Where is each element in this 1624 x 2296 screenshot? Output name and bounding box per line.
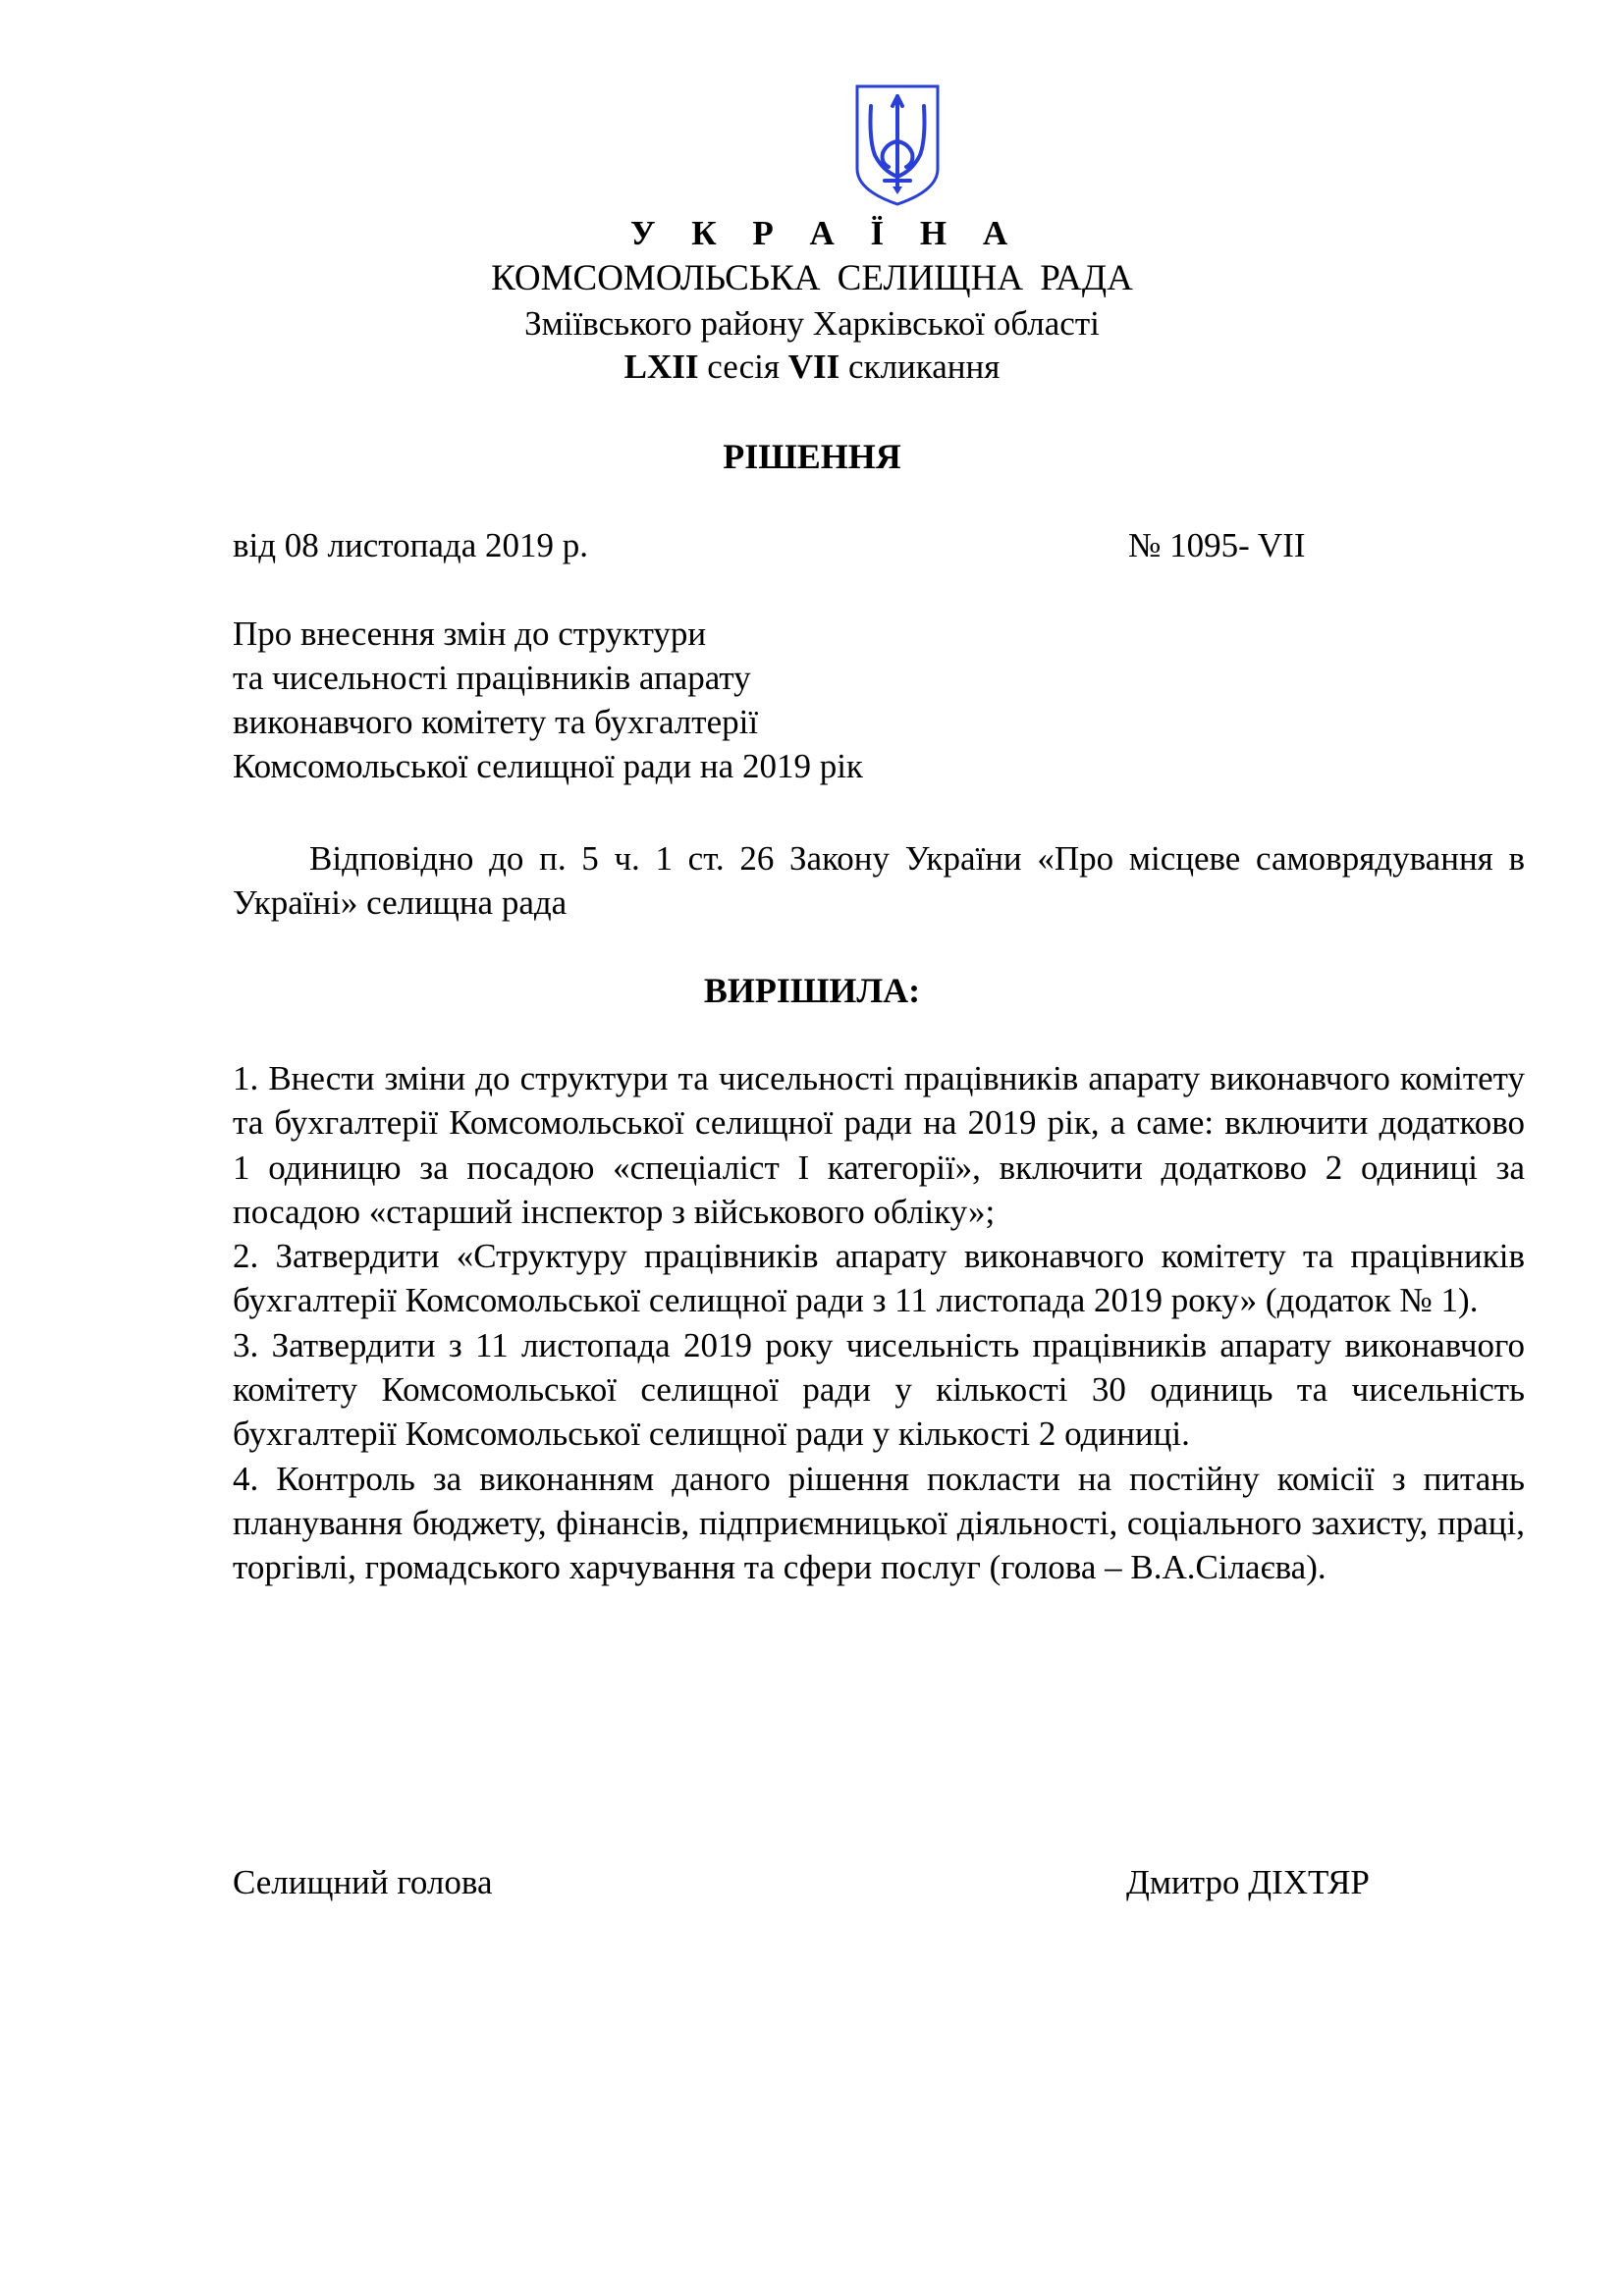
subject-line: Комсомольської селищної ради на 2019 рік xyxy=(233,747,863,785)
subject-line: виконавчого комітету та бухгалтерії xyxy=(233,703,759,741)
session-roman: LXII xyxy=(623,347,699,386)
subject-line: та чисельності працівників апарату xyxy=(233,659,751,697)
resolved-heading: ВИРІШИЛА: xyxy=(703,971,921,1010)
council-name: КОМСОМОЛЬСЬКА СЕЛИЩНА РАДА xyxy=(491,258,1133,298)
decision-item: 3. Затвердити з 11 листопада 2019 року чисельність працівників апарату виконавчого комітету Комсомольської селищної ради у кількості 30 одиниць та чисельність бухгалтерії Комсомольської селищної ради у кількості 2 одиниці. xyxy=(233,1325,1525,1454)
country-heading: У К Р А Ї Н А xyxy=(629,214,1022,252)
decision-date: від 08 листопада 2019 р. xyxy=(233,526,588,564)
session-word: сесія xyxy=(698,347,788,386)
convocation-word: скликання xyxy=(839,347,1001,386)
district-line: Зміївського району Харківської області xyxy=(524,304,1100,343)
legal-basis-paragraph: Відповідно до п. 5 ч. 1 ст. 26 Закону України «Про місцеве самоврядування в Україні» селищна рада xyxy=(233,839,1525,922)
convocation-roman: VII xyxy=(787,347,840,386)
decision-number: № 1095- VII xyxy=(1128,526,1306,564)
decision-item: 1. Внести зміни до структури та чисельності працівників апарату виконавчого комітету та бухгалтерії Комсомольської селищної ради на 2019 рік, а саме: включити додатково 1 одиницю за посадою «спеціаліст І категорії», включити додатково 2 одиниці за посадою «старший інспектор з військового обліку»; xyxy=(233,1059,1525,1231)
signatory-title: Селищний голова xyxy=(233,1863,493,1901)
decision-items xyxy=(233,1056,1525,1590)
signatory-name: Дмитро ДІХТЯР xyxy=(1126,1863,1370,1901)
subject-line: Про внесення змін до структури xyxy=(233,614,707,653)
decision-title: РІШЕННЯ xyxy=(723,437,901,476)
decision-item: 4. Контроль за виконанням даного рішення покласти на постійну комісії з питань планування бюджету, фінансів, підприємницької діяльності, соціального захисту, праці, торгівлі, громадського харчування та сфери послуг (голова – В.А.Сілаєва). xyxy=(233,1459,1525,1587)
session-line xyxy=(0,347,1624,387)
ukraine-coat-of-arms-icon xyxy=(853,82,942,208)
decision-item: 2. Затвердити «Структуру працівників апарату виконавчого комітету та працівників бухгалтерії Комсомольської селищної ради з 11 листопада 2019 року» (додаток № 1). xyxy=(233,1237,1525,1320)
